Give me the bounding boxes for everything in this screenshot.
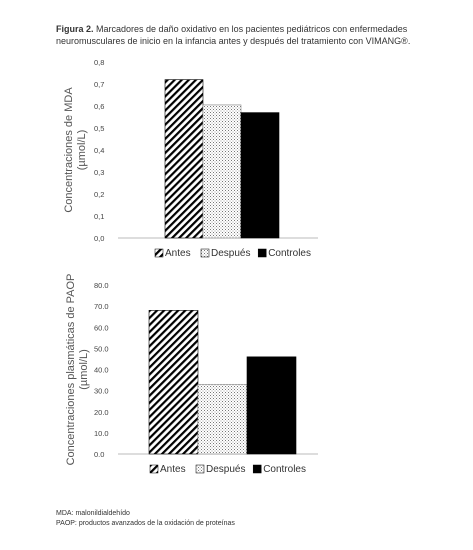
y-tick-label: 80.0 [94,281,109,290]
mda-chart [0,55,473,265]
legend-swatch-1 [155,249,163,257]
y-tick-label: 70.0 [94,302,109,312]
y-axis-label: Concentraciones plasmáticas de PAOP(µmol/L) [65,273,90,466]
bar-después [198,384,247,454]
bar-antes [165,80,203,238]
y-tick-label: 0.0 [94,450,105,459]
legend-label-2: Después [206,464,246,475]
y-tick-label: 0,8 [94,58,105,67]
y-tick-label: 0,2 [94,190,105,199]
legend-label-2: Después [211,248,251,259]
y-tick-label: 0,6 [94,102,105,111]
y-tick-label: 30.0 [94,386,109,396]
footnote-mda: MDA: malonildialdehído [56,510,130,517]
legend-label-3: Controles [268,248,312,259]
legend-swatch-2 [201,249,209,257]
legend-swatch-1 [150,465,158,473]
legend-label-1: Antes [165,248,191,259]
figure-caption [56,23,456,47]
y-tick-label: 0,0 [94,234,105,243]
legend-swatch-2 [196,465,204,473]
y-tick-label: 0,4 [94,146,105,155]
legend-label-1: Antes [160,464,186,475]
paop-chart [0,275,473,500]
y-axis-label: Concentraciones de MDA(µmol/L) [63,87,88,213]
y-tick-label: 0,5 [94,124,105,133]
y-tick-label: 40.0 [94,365,109,375]
caption-text: Marcadores de daño oxidativo en los pacientes pediátricos con enfermedades neuromusculares de inicio en la infancia antes y después del tratamiento con VIMANG®. [56,24,411,46]
y-tick-label: 60.0 [94,323,109,333]
legend-label-3: Controles [263,464,307,475]
y-tick-label: 10.0 [94,428,109,438]
legend-swatch-3 [253,465,261,473]
bar-controles [241,113,279,238]
bar-controles [247,357,296,454]
footnotes [56,509,235,529]
y-tick-label: 50.0 [94,344,109,354]
bar-después [203,105,241,238]
bar-antes [149,310,198,454]
y-tick-label: 0,1 [94,212,105,221]
y-tick-label: 0,7 [94,80,105,89]
legend-swatch-3 [258,249,266,257]
y-tick-label: 0,3 [94,168,105,177]
footnote-paop: PAOP: productos avanzados de la oxidación de proteínas [56,520,235,527]
y-tick-label: 20.0 [94,407,109,417]
caption-label: Figura 2. [56,24,94,34]
